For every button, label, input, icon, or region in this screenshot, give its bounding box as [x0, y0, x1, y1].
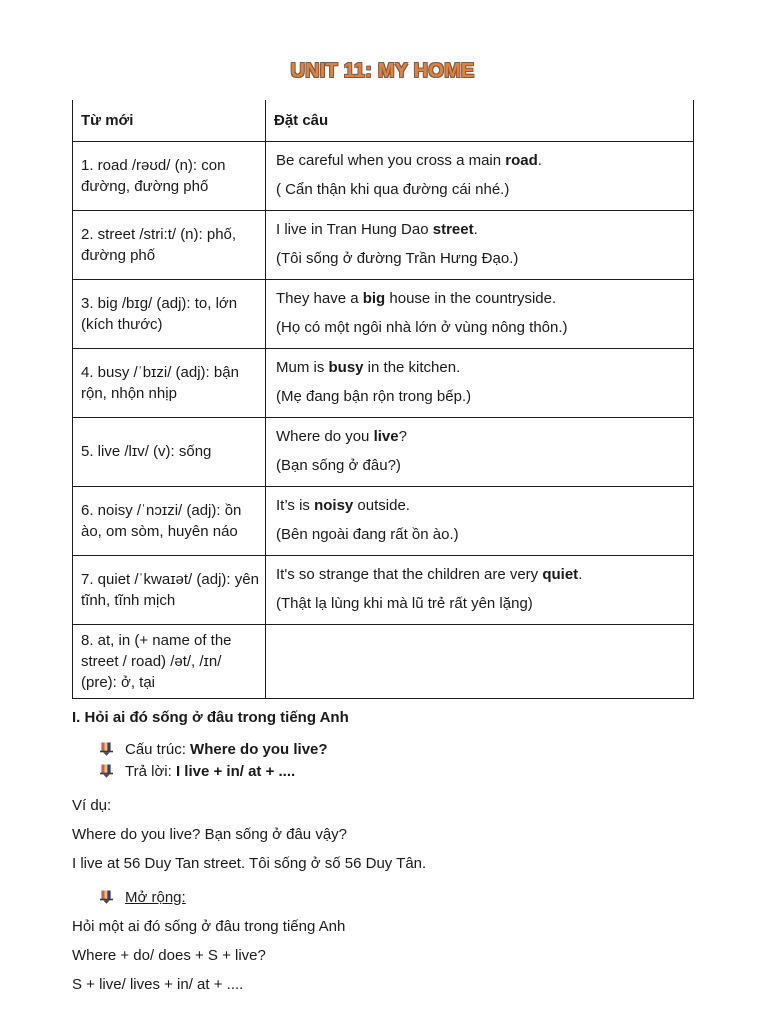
- bullet-formula: I live + in/ at + ....: [175, 762, 296, 780]
- note-line: S + live/ lives + in/ at + ....: [72, 975, 244, 993]
- term-cell: 3. big /bɪg/ (adj): to, lớn (kích thước): [73, 279, 266, 348]
- down-arrow-bullet-icon: [100, 742, 113, 756]
- term-cell: 5. live /lɪv/ (v): sống: [73, 417, 266, 486]
- note-line: Hỏi một ai đó sống ở đâu trong tiếng Anh: [72, 917, 346, 935]
- table-row: [73, 141, 694, 210]
- sentence-text: It’s is: [276, 496, 315, 514]
- table-row: [73, 279, 694, 348]
- bullet-label: Cấu trúc:: [125, 740, 191, 758]
- column-header-term: Từ mới: [73, 100, 266, 141]
- table-row: [73, 486, 694, 555]
- section-heading: I. Hỏi ai đó sống ở đâu trong tiếng Anh: [72, 708, 349, 726]
- example-sentence: [276, 150, 685, 171]
- sentence-text: .: [537, 151, 542, 169]
- sentence-cell: [266, 141, 694, 210]
- sentence-text: outside.: [353, 496, 410, 514]
- sentence-cell: [266, 210, 694, 279]
- vocabulary-table: [72, 100, 694, 699]
- sentence-cell: [266, 279, 694, 348]
- sentence-text: house in the countryside.: [385, 289, 557, 307]
- example-sentence: [276, 564, 685, 585]
- sentence-translation: (Bên ngoài đang rất ồn ào.): [276, 525, 459, 543]
- sentence-keyword: road: [505, 151, 538, 169]
- sentence-translation: (Bạn sống ở đâu?): [276, 456, 401, 474]
- sentence-cell: [266, 417, 694, 486]
- sentence-cell: [266, 486, 694, 555]
- down-arrow-bullet-icon: [100, 890, 113, 904]
- sentence-translation: (Thật lạ lùng khi mà lũ trẻ rất yên lặng): [276, 594, 533, 612]
- sentence-text: It's so strange that the children are very: [276, 565, 543, 583]
- sentence-text: Where do you: [276, 427, 374, 445]
- example-sentence: [276, 426, 685, 447]
- sentence-text: .: [473, 220, 478, 238]
- bullet-formula: Where do you live?: [190, 740, 328, 758]
- sentence-keyword: quiet: [542, 565, 579, 583]
- term-cell: 2. street /stri:t/ (n): phố, đường phố: [73, 210, 266, 279]
- example-label: Ví dụ:: [72, 796, 112, 814]
- page-title: UNIT 11: MY HOME: [290, 60, 475, 82]
- term-cell: 4. busy /ˈbɪzi/ (adj): bận rộn, nhộn nhịp: [73, 348, 266, 417]
- sentence-keyword: noisy: [314, 496, 354, 514]
- example-sentence: [276, 357, 685, 378]
- example-line: Where do you live? Bạn sống ở đâu vậy?: [72, 825, 348, 843]
- example-sentence: [276, 288, 685, 309]
- structure-bullet: [72, 739, 693, 760]
- sentence-keyword: street: [432, 220, 474, 238]
- table-header-row: [73, 100, 694, 141]
- table-row: [73, 417, 694, 486]
- example-sentence: [276, 219, 685, 240]
- sentence-keyword: big: [362, 289, 386, 307]
- term-cell: 6. noisy /ˈnɔɪzi/ (adj): ồn ào, om sòm, huyên náo: [73, 486, 266, 555]
- sentence-text: Be careful when you cross a main: [276, 151, 506, 169]
- sentence-text: They have a: [276, 289, 363, 307]
- sentence-text: I live in Tran Hung Dao: [276, 220, 433, 238]
- sentence-cell: [266, 348, 694, 417]
- sentence-text: Mum is: [276, 358, 329, 376]
- sentence-keyword: busy: [328, 358, 364, 376]
- term-cell: 1. road /rəʊd/ (n): con đường, đường phố: [73, 141, 266, 210]
- expansion-label: Mở rộng:: [125, 888, 186, 906]
- table-row: [73, 624, 694, 698]
- example-line: I live at 56 Duy Tan street. Tôi sống ở số 56 Duy Tân.: [72, 854, 427, 872]
- note-line: Where + do/ does + S + live?: [72, 946, 266, 964]
- example-sentence: [276, 495, 685, 516]
- sentence-cell: [266, 555, 694, 624]
- bullet-text: [125, 761, 295, 782]
- table-row: [73, 348, 694, 417]
- bullet-label: Trả lời:: [125, 762, 176, 780]
- column-header-sentence: Đặt câu: [266, 100, 694, 141]
- sentence-translation: (Tôi sống ở đường Trần Hưng Đạo.): [276, 249, 519, 267]
- sentence-keyword: live: [373, 427, 399, 445]
- sentence-translation: ( Cẩn thận khi qua đường cái nhé.): [276, 180, 510, 198]
- bullet-text: [125, 739, 328, 760]
- sentence-text: ?: [398, 427, 407, 445]
- down-arrow-bullet-icon: [100, 764, 113, 778]
- sentence-text: in the kitchen.: [363, 358, 461, 376]
- sentence-cell-empty: [266, 624, 694, 698]
- answer-bullet: [72, 761, 693, 782]
- sentence-translation: (Họ có một ngôi nhà lớn ở vùng nông thôn.): [276, 318, 568, 336]
- sentence-text: .: [578, 565, 583, 583]
- table-row: [73, 555, 694, 624]
- expansion-bullet: [72, 887, 693, 908]
- sentence-translation: (Mẹ đang bận rộn trong bếp.): [276, 387, 472, 405]
- term-cell: 8. at, in (+ name of the street / road) /ət/, /ɪn/ (pre): ở, tại: [73, 624, 266, 698]
- table-row: [73, 210, 694, 279]
- term-cell: 7. quiet /ˈkwaɪət/ (adj): yên tĩnh, tĩnh mịch: [73, 555, 266, 624]
